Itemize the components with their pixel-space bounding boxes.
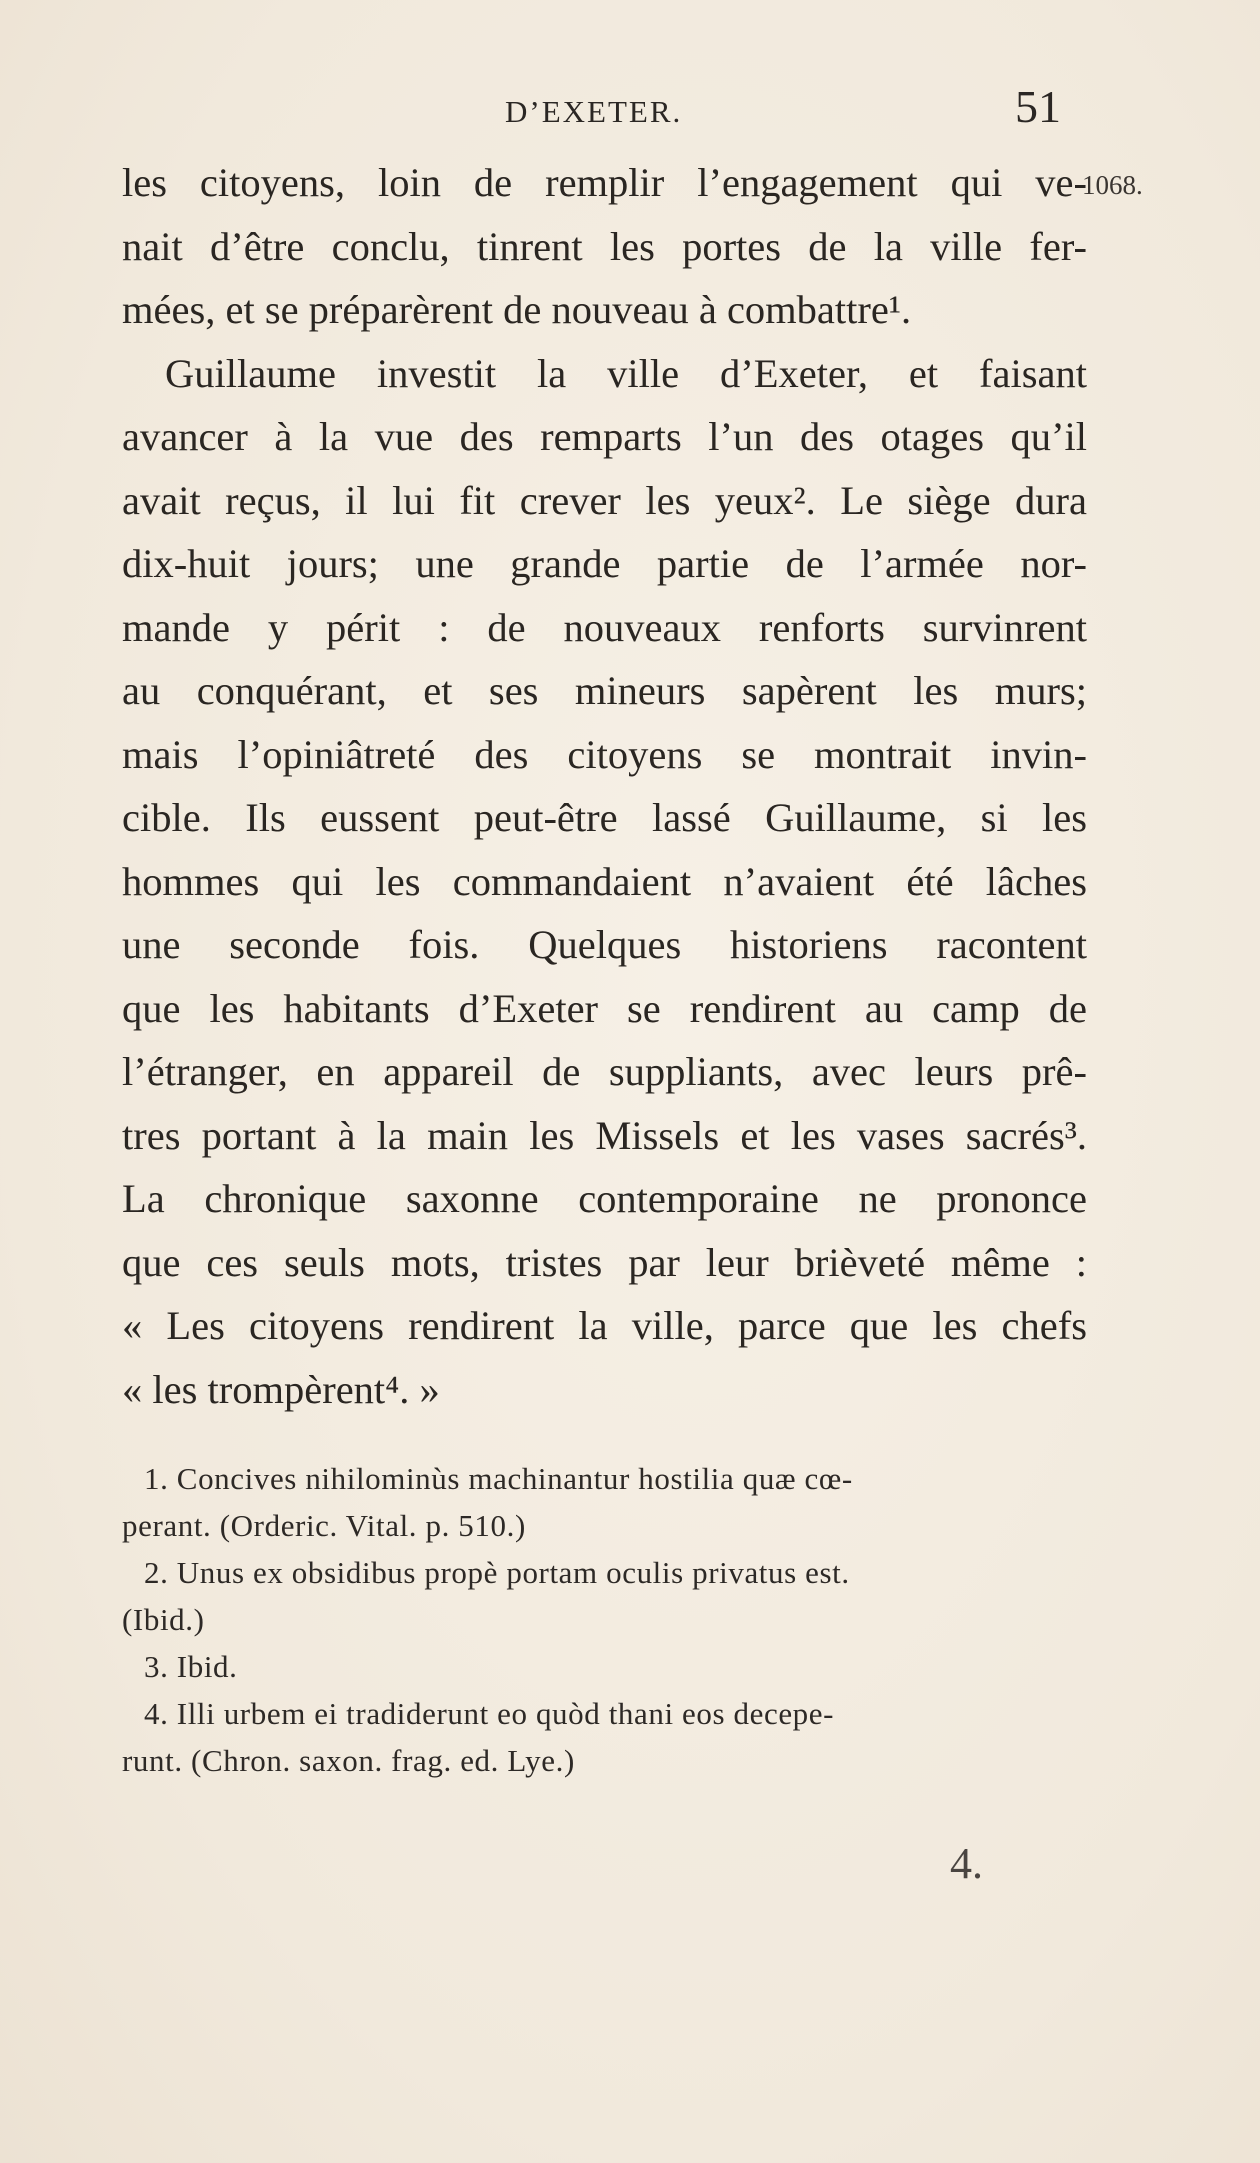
text-line: avait reçus, il lui fit crever les yeux². Le siège dura bbox=[122, 477, 1087, 523]
text-line: avancer à la vue des remparts l’un des otages qu’il bbox=[122, 414, 1087, 459]
footnote-3: 3. Ibid. bbox=[144, 1649, 238, 1684]
text-line: mande y périt : de nouveaux renforts survinrent bbox=[122, 604, 1087, 650]
text-line: une seconde fois. Quelques historiens racontent bbox=[122, 922, 1087, 967]
text-line: l’étranger, en appareil de suppliants, avec leurs prê- bbox=[122, 1049, 1087, 1094]
text-line: les citoyens, loin de remplir l’engagement qui ve- bbox=[122, 160, 1087, 205]
footnotes bbox=[122, 1455, 1087, 1784]
footnote-4: 4. Illi urbem ei tradiderunt eo quòd thani eos decepe- bbox=[144, 1696, 835, 1731]
text-line: mais l’opiniâtreté des citoyens se montrait invin- bbox=[122, 731, 1087, 777]
text-line: « Les citoyens rendirent la ville, parce que les chefs bbox=[122, 1303, 1087, 1348]
text-line: mées, et se préparèrent de nouveau à combattre¹. bbox=[122, 287, 912, 332]
text-line: La chronique saxonne contemporaine ne prononce bbox=[122, 1176, 1087, 1221]
text-line: que ces seuls mots, tristes par leur brièveté même : bbox=[122, 1239, 1087, 1285]
footnote-2-cont: (Ibid.) bbox=[122, 1602, 205, 1637]
footnote-4-cont: runt. (Chron. saxon. frag. ed. Lye.) bbox=[122, 1743, 575, 1778]
text-line: tres portant à la main les Missels et les vases sacrés³. bbox=[122, 1112, 1087, 1158]
text-line: hommes qui les commandaient n’avaient été lâches bbox=[122, 858, 1087, 904]
text-line: cible. Ils eussent peut-être lassé Guillaume, si les bbox=[122, 795, 1087, 840]
paragraph-2 bbox=[122, 342, 1087, 1422]
footnote-1-cont: perant. (Orderic. Vital. p. 510.) bbox=[122, 1508, 526, 1543]
running-title: D’EXETER. bbox=[505, 94, 683, 129]
page-number: 51 bbox=[1015, 81, 1061, 132]
text-line: que les habitants d’Exeter se rendirent au camp de bbox=[122, 985, 1087, 1031]
signature-mark: 4. bbox=[950, 1839, 983, 1888]
running-head bbox=[0, 80, 1260, 140]
text-line: « les trompèrent⁴. » bbox=[122, 1366, 440, 1412]
main-text bbox=[122, 151, 1087, 1421]
paragraph-1 bbox=[122, 151, 1087, 342]
footnote-1: 1. Concives nihilominùs machinantur hostilia quæ cœ- bbox=[144, 1461, 853, 1496]
text-line: nait d’être conclu, tinrent les portes de la ville fer- bbox=[122, 223, 1087, 269]
text-line: dix-huit jours; une grande partie de l’armée nor- bbox=[122, 541, 1087, 586]
margin-date-note: 1068. bbox=[1082, 170, 1143, 200]
text-line: au conquérant, et ses mineurs sapèrent les murs; bbox=[122, 668, 1087, 713]
footnote-2: 2. Unus ex obsidibus propè portam oculis privatus est. bbox=[144, 1555, 850, 1590]
text-line: Guillaume investit la ville d’Exeter, et faisant bbox=[165, 350, 1087, 396]
